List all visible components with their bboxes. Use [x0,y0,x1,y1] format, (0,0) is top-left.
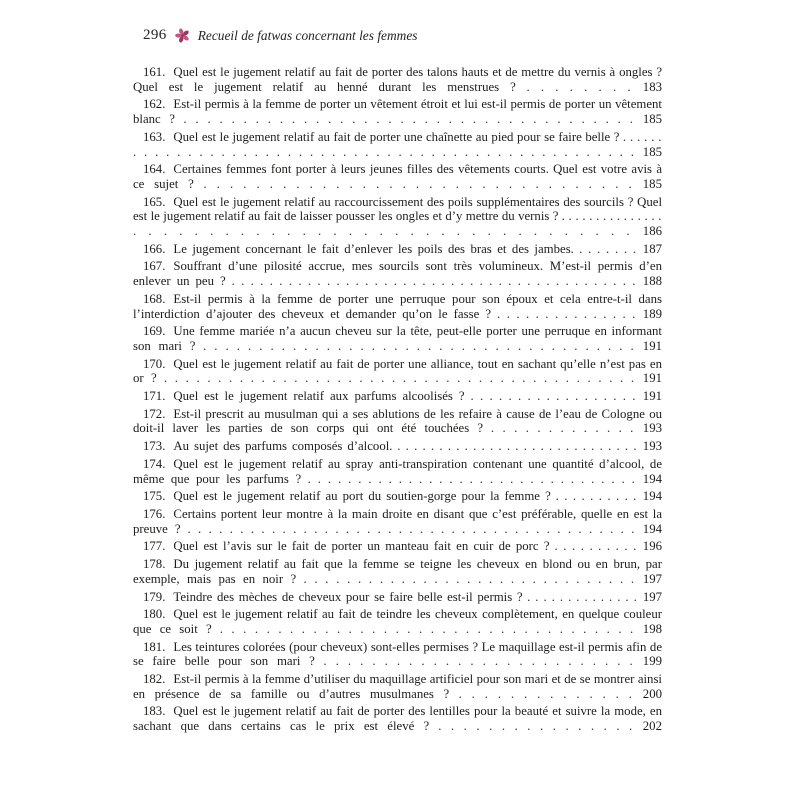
entry-page-number: 202 [642,719,662,734]
entry-page-number: 198 [642,621,662,636]
entry-page-number: 186 [642,224,662,239]
entry-number: 175. [143,489,166,504]
toc-entry [133,539,662,554]
entry-number: 176. [143,506,166,521]
leader-dots: . . . . . . . . . . . . . . . . . . [464,389,642,404]
entry-number: 172. [143,406,166,421]
leader-dots: . . . . . . . . . . . . . . [522,589,642,604]
entry-title: Le jugement concernant le fait d’enlever les poils des bras et des jambes. [173,241,574,256]
entry-title: Du jugement relatif au fait que la femme se teigne les cheveux en blond ou en brun, par exemple, mais pas en noir ? [133,557,662,586]
entry-number: 171. [143,389,166,404]
entry-title: Quel est le jugement relatif au spray anti-transpiration contenant une quantité d’alcool, de même que pour les parfums ? [133,456,662,486]
leader-dots: . . . . . . . . . . . . . . . . [429,719,642,734]
toc-entry [133,130,662,159]
toc-entry [133,65,662,94]
entry-number: 168. [143,291,166,306]
entry-number: 183. [143,704,166,719]
leader-dots: . . . . . . . . . . . . . . . . . . . . . . . . . . . . . . . . . . . . . . . . . . . . . . . . [133,209,662,239]
toc-entry [133,607,662,636]
leader-dots: . . . . . . . . . . [550,489,642,504]
entry-title: Quel est le jugement relatif au fait de porter une chaînette au pied pour se faire belle ? [173,129,620,144]
page-header [143,27,662,44]
leader-dots: . . . . . . . . . . . . . . . . . . . . . . . . . . . . . . . . . . . . [211,621,642,636]
entry-title: Teindre des mèches de cheveux pour se faire belle est-il permis ? [173,589,523,604]
entry-title: Certains portent leur montre à la main droite en disant que c’est préférable, quelle en est la preuve ? [133,506,662,536]
toc-entry [133,195,662,239]
leader-dots: . . . . . . . . . . . . . . . . . . . . . . . . . . . . . [392,439,642,454]
entry-page-number: 188 [642,274,662,289]
toc-entry [133,324,662,353]
entry-title: Quel est le jugement relatif au raccourcissement des poils supplémentaires des sourcils ? Quel est le jugement relatif au fait de laisser pousser les ongles et d’y mettre du vernis ? [133,194,662,224]
leader-dots: . . . . . . . . . . . . . [483,421,642,436]
leader-dots: . . . . . . . . . . . . . . . . . . . . . . . . . . [314,654,642,669]
toc-entry [133,242,662,257]
entry-number: 167. [143,259,166,274]
entry-title: Quel est le jugement relatif au fait de porter des lentilles pour la beauté et suivre la mode, en sachant que dans certains cas le prix est élevé ? [133,704,662,734]
entry-page-number: 187 [642,241,662,256]
entry-title: Une femme mariée n’a aucun cheveu sur la tête, peut-elle porter une perruque en informant son mari ? [133,324,662,353]
flower-ornament-icon [175,28,190,43]
entry-number: 174. [143,456,166,471]
running-title: Recueil de fatwas concernant les femmes [197,27,418,43]
entry-page-number: 185 [642,144,662,159]
entry-title: Quel est l’avis sur le fait de porter un manteau fait en cuir de porc ? [173,539,550,554]
toc-entry [133,557,662,586]
entry-number: 173. [143,439,166,454]
toc-entry [133,357,662,386]
toc-entry [133,439,662,454]
leader-dots: . . . . . . . . . . . . . . [449,686,642,701]
entry-title: Souffrant d’une pilosité accrue, mes sourcils sont très volumineux. M’est-il permis d’en enlever un peu ? [133,259,662,289]
entry-page-number: 197 [642,589,663,604]
entry-number: 169. [143,324,166,339]
entry-number: 170. [143,356,166,371]
entry-page-number: 194 [642,521,662,536]
entry-number: 177. [143,539,166,554]
entry-title: Quel est le jugement relatif au fait de porter une alliance, tout en sachant qu’elle n’est pas en or ? [133,356,662,386]
entry-page-number: 185 [642,112,663,127]
toc-entry [133,704,662,733]
toc-entry [133,457,662,486]
toc-entry [133,162,662,191]
entry-number: 165. [143,194,166,209]
entry-title: Certaines femmes font porter à leurs jeunes filles des vêtements courts. Quel est votre avis à ce sujet ? [133,162,662,191]
leader-dots: . . . . . . . . . . [549,539,642,554]
entry-number: 162. [143,97,166,112]
entry-page-number: 194 [642,489,662,504]
leader-dots: . . . . . . . . [515,79,642,94]
leader-dots: . . . . . . . . . . . . . . . . . . . . . . . . . . . . . . . . . . . . . . [174,112,642,127]
leader-dots: . . . . . . . . . . . . . . . [491,306,642,321]
leader-dots: . . . . . . . . . . . . . . . . . . . . . . . . . . . . . . . . . . . . . . . . . . . [180,521,642,536]
entry-page-number: 183 [642,79,662,94]
leader-dots: . . . . . . . . . . . . . . . . . . . . . . . . . . . . . . . . . . . . . . . . . . . [225,274,642,289]
entry-page-number: 194 [642,471,662,486]
toc-entry [133,672,662,701]
entry-number: 166. [143,241,166,256]
toc-entry [133,640,662,669]
entry-page-number: 191 [642,371,662,386]
leader-dots: . . . . . . . . . . . . . . . . . . . . . . . . . . . . . . . . . [193,176,642,191]
entry-title: Quel est le jugement relatif au fait de teindre les cheveux complètement, en quelque couleur que ce soit ? [133,607,662,636]
entry-number: 163. [143,129,166,144]
entry-page-number: 200 [642,686,662,701]
entry-page-number: 191 [642,389,662,404]
leader-dots: . . . . . . . . . . . . . . . . . . . . . . . . . . . . . . . . . . . . . . . [195,338,642,353]
entry-number: 181. [143,639,166,654]
entry-page-number: 185 [642,176,662,191]
toc-entry [133,259,662,288]
toc-entry [133,292,662,321]
toc-entry [133,507,662,536]
entry-number: 161. [143,65,166,79]
entry-page-number: 193 [642,421,662,436]
entry-title: Est-il prescrit au musulman qui a ses ablutions de les refaire à cause de l’eau de Cologne ou doit-il laver les parties de son corps qui ont été touchées ? [133,406,662,436]
entry-title: Quel est le jugement relatif aux parfums alcoolisés ? [173,389,465,404]
leader-dots: . . . . . . . . . . . . . . . . . . . . . . . . . . . . . . . . . . . . . . . . . . . . [156,371,642,386]
toc-entry [133,489,662,504]
leader-dots: . . . . . . . . . . . . . . . . . . . . . . . . . . . . . . . [296,571,642,586]
entry-page-number: 193 [642,439,662,454]
entry-page-number: 197 [642,571,663,586]
entry-page-number: 189 [642,306,662,321]
toc-entry [133,407,662,436]
toc-entry [133,389,662,404]
entry-title: Est-il permis à la femme de porter une perruque pour son époux et cela entre-t-il dans l’interdiction d’ajouter des cheveux et demander qu’on le fasse ? [133,291,662,321]
leader-dots: . . . . . . . . . . . . . . . . . . . . . . . . . . . . . . . . . . . . . . . . . . . . . . . . . . . . [133,129,663,159]
entry-page-number: 196 [642,539,662,554]
entry-number: 180. [143,607,166,622]
entry-number: 178. [143,557,166,572]
toc-entry [133,97,662,126]
entry-title: Les teintures colorées (pour cheveux) sont-elles permises ? Le maquillage est-il permis afin de se faire belle pour son mari ? [133,639,662,669]
toc-list [133,65,662,734]
entry-page-number: 191 [642,338,662,353]
entry-title: Quel est le jugement relatif au fait de porter des talons hauts et de mettre du vernis à ongles ? Quel est le jugement relatif au henné durant les menstrues ? [133,65,662,94]
folio-page-number: 296 [143,27,167,43]
entry-number: 182. [143,672,166,687]
entry-title: Au sujet des parfums composés d’alcool. [173,439,393,454]
entry-title: Est-il permis à la femme d’utiliser du maquillage artificiel pour son mari et de se montrer ainsi en présence de sa famille ou d’autres musulmanes ? [133,672,662,701]
entry-page-number: 199 [642,654,662,669]
entry-number: 164. [143,162,166,177]
entry-number: 179. [143,589,166,604]
entry-title: Est-il permis à la femme de porter un vêtement étroit et lui est-il permis de porter un vêtement blanc ? [133,97,662,127]
entry-title: Quel est le jugement relatif au port du soutien-gorge pour la femme ? [173,489,551,504]
leader-dots: . . . . . . . [573,241,642,256]
leader-dots: . . . . . . . . . . . . . . . . . . . . . . . . . . . . . . . . . [301,471,642,486]
toc-entry [133,590,662,605]
